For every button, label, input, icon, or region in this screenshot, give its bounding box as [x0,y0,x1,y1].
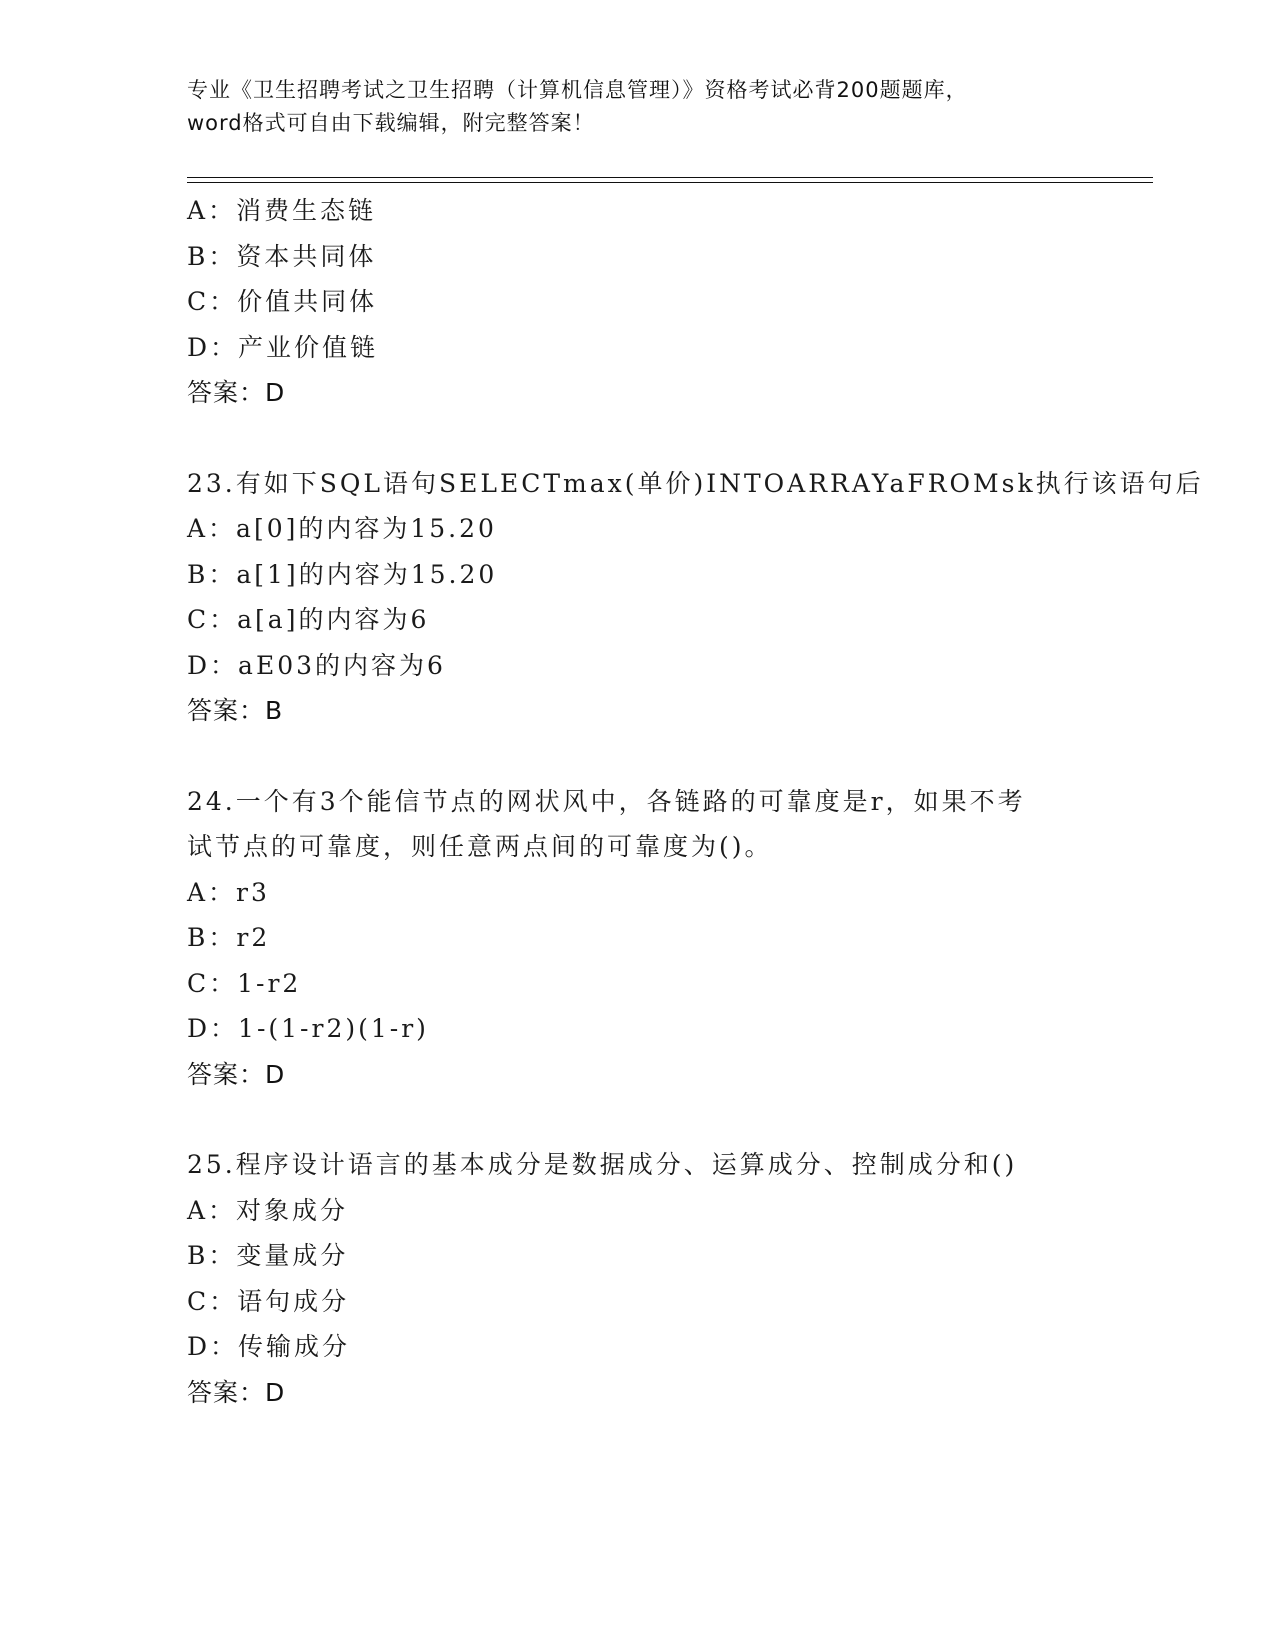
answer: 答案：D [187,1059,286,1089]
option-a: A：消费生态链 [187,196,377,225]
question-23 [187,461,1204,734]
question-25 [187,1142,1147,1415]
option-c: C：a[a]的内容为6 [187,605,430,634]
spacer [187,1097,1147,1142]
option-b: B：资本共同体 [187,241,377,271]
option-a: A：a[0]的内容为15.20 [187,514,497,543]
answer: 答案：D [187,378,286,407]
question-text: 25.程序设计语言的基本成分是数据成分、运算成分、控制成分和() [187,1150,1018,1179]
question-list [187,188,1204,1415]
answer: 答案：D [187,1377,286,1407]
header-divider-bottom [187,182,1153,183]
header-title-line-1: 专业《卫生招聘考试之卫生招聘（计算机信息管理）》资格考试必背200题题库， [187,78,968,102]
question-text-line-1: 24.一个有3个能信节点的网状风中，各链路的可靠度是r，如果不考 [187,786,1026,816]
header-divider-top [187,177,1153,178]
question-text: 23.有如下SQL语句SELECTmax(单价)INTOARRAYaFROMsk执行该语句后 [187,468,1204,498]
document-header [187,74,1087,140]
spacer [187,416,1147,461]
header-title-line-2: word格式可自由下载编辑，附完整答案！ [187,111,595,135]
option-d: D：aE03的内容为6 [187,650,446,680]
question-24 [187,779,1147,1098]
option-c: C：1-r2 [187,968,302,998]
option-c: C：价值共同体 [187,287,378,316]
question-22 [187,188,1147,416]
option-d: D：1-(1-r2)(1-r) [187,1014,429,1043]
option-c: C：语句成分 [187,1286,350,1316]
option-b: B：变量成分 [187,1241,349,1270]
spacer [187,734,1147,779]
question-text-line-2: 试节点的可靠度，则任意两点间的可靠度为()。 [187,832,773,861]
option-a: A：对象成分 [187,1195,349,1225]
option-b: B：r2 [187,923,271,952]
answer: 答案：B [187,696,284,725]
option-b: B：a[1]的内容为15.20 [187,559,498,589]
option-d: D：产业价值链 [187,332,379,362]
option-d: D：传输成分 [187,1332,351,1361]
option-a: A：r3 [187,877,270,907]
